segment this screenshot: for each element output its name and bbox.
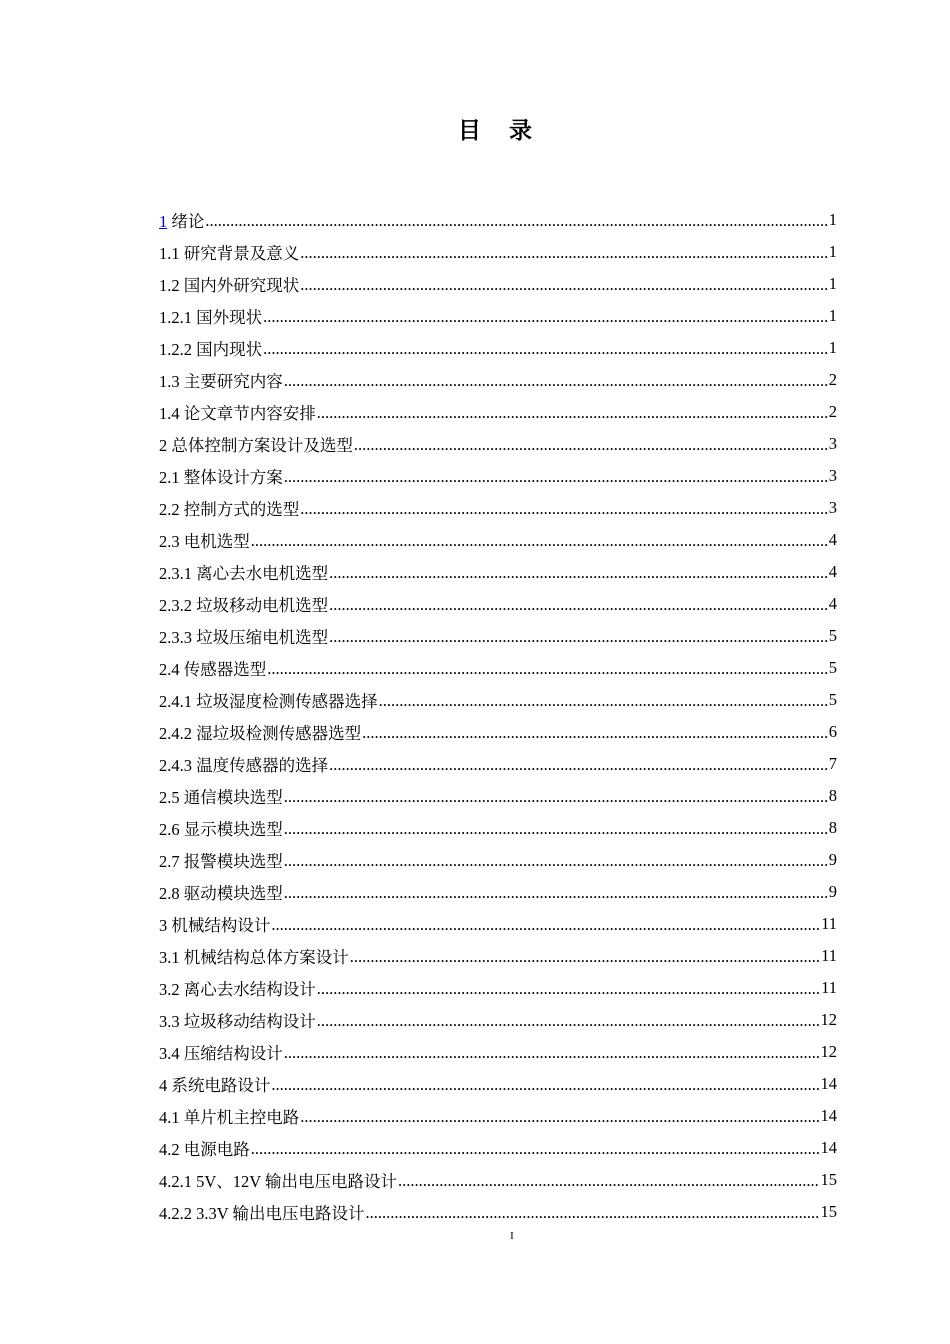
dot-leader [329,755,828,775]
toc-entry-text [159,272,299,296]
toc-entry-text [159,592,328,616]
dot-leader [284,851,828,871]
toc-entry-number: 2.3 [159,532,180,551]
toc-entry[interactable] [159,588,837,620]
dot-leader [317,403,828,423]
toc-entry-page: 3 [828,466,837,485]
toc-entry[interactable] [159,812,837,844]
toc-entry-page: 14 [820,1138,837,1157]
toc-entry-text [159,432,353,456]
dot-leader [251,531,828,551]
toc-entry-label: 传感器选型 [183,660,267,679]
dot-leader [284,371,828,391]
toc-entry[interactable] [159,620,837,652]
toc-entry-number: 2.4.2 [159,724,192,743]
dot-leader [300,275,828,295]
toc-entry-number: 2.8 [159,884,180,903]
toc-entry-label: 离心去水结构设计 [183,980,316,999]
toc-entry-number: 1.2 [159,276,180,295]
toc-entry-label: 压缩结构设计 [183,1044,283,1063]
dot-leader [205,211,827,231]
toc-entry-label: 垃圾湿度检测传感器选择 [196,692,378,711]
toc-entry-text [159,1104,299,1128]
toc-entry-number: 2.1 [159,468,180,487]
toc-entry-page: 14 [820,1106,837,1125]
toc-entry-number: 2.5 [159,788,180,807]
toc-entry-page: 3 [828,434,837,453]
dot-leader [284,787,828,807]
dot-leader [300,243,828,263]
toc-entry-text [159,496,299,520]
toc-entry[interactable] [159,684,837,716]
toc-entry-label: 显示模块选型 [183,820,283,839]
toc-entry-number: 4.2 [159,1140,180,1159]
toc-entry-page: 9 [828,850,837,869]
dot-leader [284,883,828,903]
toc-entry[interactable] [159,428,837,460]
toc-entry-page: 15 [820,1202,837,1221]
toc-entry-label: 国内外研究现状 [183,276,300,295]
dot-leader [366,1203,820,1223]
toc-entry-text [159,336,262,360]
toc-entry-text [159,208,204,232]
toc-entry-page: 12 [820,1042,837,1061]
toc-entry-label: 主要研究内容 [183,372,283,391]
toc-entry-text [159,688,378,712]
toc-entry-text [159,1200,365,1224]
toc-entry-number: 1.4 [159,404,180,423]
toc-entry-label: 温度传感器的选择 [196,756,329,775]
toc-entry-page: 5 [828,690,837,709]
toc-entry-label: 电源电路 [183,1140,250,1159]
toc-entry-number: 2.3.1 [159,564,192,583]
toc-entry-page: 15 [820,1170,837,1189]
dot-leader [267,659,828,679]
toc-entry-page: 12 [820,1010,837,1029]
toc-entry-page: 4 [828,562,837,581]
toc-entry-text [159,880,283,904]
toc-entry-number: 2 [159,436,168,455]
toc-entry-number: 1.2.2 [159,340,192,359]
toc-entry-text [159,240,299,264]
toc-entry-label: 垃圾移动结构设计 [183,1012,316,1031]
toc-entry-label: 国外现状 [196,308,263,327]
toc-entry-number: 1.3 [159,372,180,391]
dot-leader [329,595,828,615]
toc-entry[interactable] [159,940,837,972]
toc-entry[interactable] [159,716,837,748]
toc-entry-label: 离心去水电机选型 [196,564,329,583]
toc-entry[interactable] [159,1004,837,1036]
toc-entry-number: 2.7 [159,852,180,871]
toc-entry-page: 14 [820,1074,837,1093]
toc-entry-page: 11 [821,978,837,997]
toc-entry-label: 论文章节内容安排 [183,404,316,423]
toc-entry[interactable] [159,204,837,236]
toc-title: 目 录 [457,118,542,144]
toc-entry-label: 单片机主控电路 [183,1108,300,1127]
toc-entry-label: 报警模块选型 [183,852,283,871]
toc-entry[interactable] [159,1132,837,1164]
toc-entry-label: 垃圾压缩电机选型 [196,628,329,647]
toc-entry-page: 4 [828,594,837,613]
toc-entry-page: 2 [828,370,837,389]
toc-entry-page: 4 [828,530,837,549]
toc-entry-number: 4.1 [159,1108,180,1127]
toc-entry[interactable] [159,300,837,332]
toc-entry[interactable] [159,556,837,588]
toc-entry-number: 3 [159,916,168,935]
toc-entry-label: 驱动模块选型 [183,884,283,903]
toc-entry-page: 6 [828,722,837,741]
toc-entry-label: 绪论 [171,212,205,231]
table-of-contents [159,204,837,1228]
dot-leader [398,1171,819,1191]
toc-entry[interactable] [159,460,837,492]
toc-entry[interactable] [159,396,837,428]
toc-entry-text [159,624,328,648]
dot-leader [300,1107,819,1127]
dot-leader [284,1043,820,1063]
toc-entry-page: 1 [828,242,837,261]
toc-entry-page: 8 [828,786,837,805]
toc-entry-number: 3.2 [159,980,180,999]
toc-entry-number: 4.2.1 [159,1172,192,1191]
toc-entry[interactable] [159,1100,837,1132]
toc-entry-number: 2.3.2 [159,596,192,615]
toc-entry-label: 机械结构设计 [171,916,271,935]
toc-entry-text [159,976,316,1000]
toc-entry-text [159,304,262,328]
toc-entry[interactable] [159,748,837,780]
dot-leader [271,915,820,935]
toc-entry-text [159,1136,250,1160]
toc-entry-label: 研究背景及意义 [183,244,300,263]
toc-entry-number: 1.2.1 [159,308,192,327]
toc-entry-text [159,464,283,488]
toc-entry-text [159,1040,283,1064]
toc-entry-label: 3.3V 输出电压电路设计 [196,1204,365,1223]
toc-entry-page: 5 [828,626,837,645]
toc-entry-page: 1 [828,306,837,325]
toc-entry[interactable] [159,1036,837,1068]
toc-entry-text [159,656,266,680]
toc-entry-text [159,944,349,968]
toc-entry-number: 2.4.1 [159,692,192,711]
toc-entry-text [159,1008,316,1032]
toc-entry-page: 11 [821,946,837,965]
toc-entry-text [159,752,328,776]
toc-entry[interactable] [159,236,837,268]
toc-entry-page: 1 [828,338,837,357]
toc-entry-label: 国内现状 [196,340,263,359]
toc-entry-page: 9 [828,882,837,901]
toc-entry-label: 控制方式的选型 [183,500,300,519]
dot-leader [263,307,828,327]
toc-entry[interactable] [159,1164,837,1196]
toc-entry-page: 5 [828,658,837,677]
toc-entry-text [159,528,250,552]
toc-entry[interactable] [159,1196,837,1228]
dot-leader [271,1075,819,1095]
toc-entry-text [159,368,283,392]
toc-entry-text [159,560,328,584]
dot-leader [362,723,828,743]
toc-entry-number: 2.2 [159,500,180,519]
toc-entry[interactable] [159,364,837,396]
toc-entry-number: 4 [159,1076,168,1095]
toc-entry-text [159,720,361,744]
dot-leader [317,1011,820,1031]
toc-entry[interactable] [159,1068,837,1100]
toc-entry[interactable] [159,780,837,812]
dot-leader [284,819,828,839]
toc-entry-number: 2.4.3 [159,756,192,775]
dot-leader [251,1139,820,1159]
toc-entry-page: 1 [828,210,837,229]
toc-entry-label: 整体设计方案 [183,468,283,487]
toc-entry-text [159,1168,397,1192]
toc-entry-label: 湿垃圾检测传感器选型 [196,724,362,743]
toc-entry-text [159,400,316,424]
dot-leader [284,467,828,487]
toc-entry[interactable] [159,908,837,940]
toc-entry-label: 5V、12V 输出电压电路设计 [196,1172,398,1191]
toc-entry-number: 4.2.2 [159,1204,192,1223]
toc-entry-number: 1.1 [159,244,180,263]
toc-entry-number: 3.1 [159,948,180,967]
dot-leader [329,627,828,647]
toc-entry-number: 2.3.3 [159,628,192,647]
toc-entry-page: 7 [828,754,837,773]
toc-entry-label: 通信模块选型 [183,788,283,807]
toc-entry-text [159,848,283,872]
toc-entry[interactable] [159,652,837,684]
toc-entry[interactable] [159,492,837,524]
toc-entry[interactable] [159,844,837,876]
toc-entry-label: 总体控制方案设计及选型 [171,436,353,455]
dot-leader [300,499,828,519]
toc-entry-page: 8 [828,818,837,837]
toc-entry[interactable] [159,524,837,556]
toc-entry[interactable] [159,268,837,300]
toc-entry-label: 机械结构总体方案设计 [183,948,349,967]
dot-leader [350,947,820,967]
toc-entry-number: 2.6 [159,820,180,839]
toc-entry-page: 3 [828,498,837,517]
toc-entry-page: 11 [821,914,837,933]
toc-entry-number: 3.4 [159,1044,180,1063]
toc-entry-text [159,912,270,936]
toc-entry-page: 1 [828,274,837,293]
toc-entry-number: 3.3 [159,1012,180,1031]
toc-entry-label: 垃圾移动电机选型 [196,596,329,615]
dot-leader [379,691,828,711]
toc-entry-text [159,816,283,840]
toc-entry-text [159,1072,270,1096]
page-number-footer: I [510,1230,514,1242]
toc-entry-text [159,784,283,808]
toc-entry[interactable] [159,332,837,364]
dot-leader [263,339,828,359]
toc-entry[interactable] [159,876,837,908]
dot-leader [329,563,828,583]
toc-entry[interactable] [159,972,837,1004]
dot-leader [354,435,828,455]
toc-entry-number[interactable]: 1 [159,212,168,231]
dot-leader [317,979,820,999]
toc-entry-label: 电机选型 [183,532,250,551]
toc-entry-number: 2.4 [159,660,180,679]
toc-entry-page: 2 [828,402,837,421]
toc-entry-label: 系统电路设计 [171,1076,271,1095]
